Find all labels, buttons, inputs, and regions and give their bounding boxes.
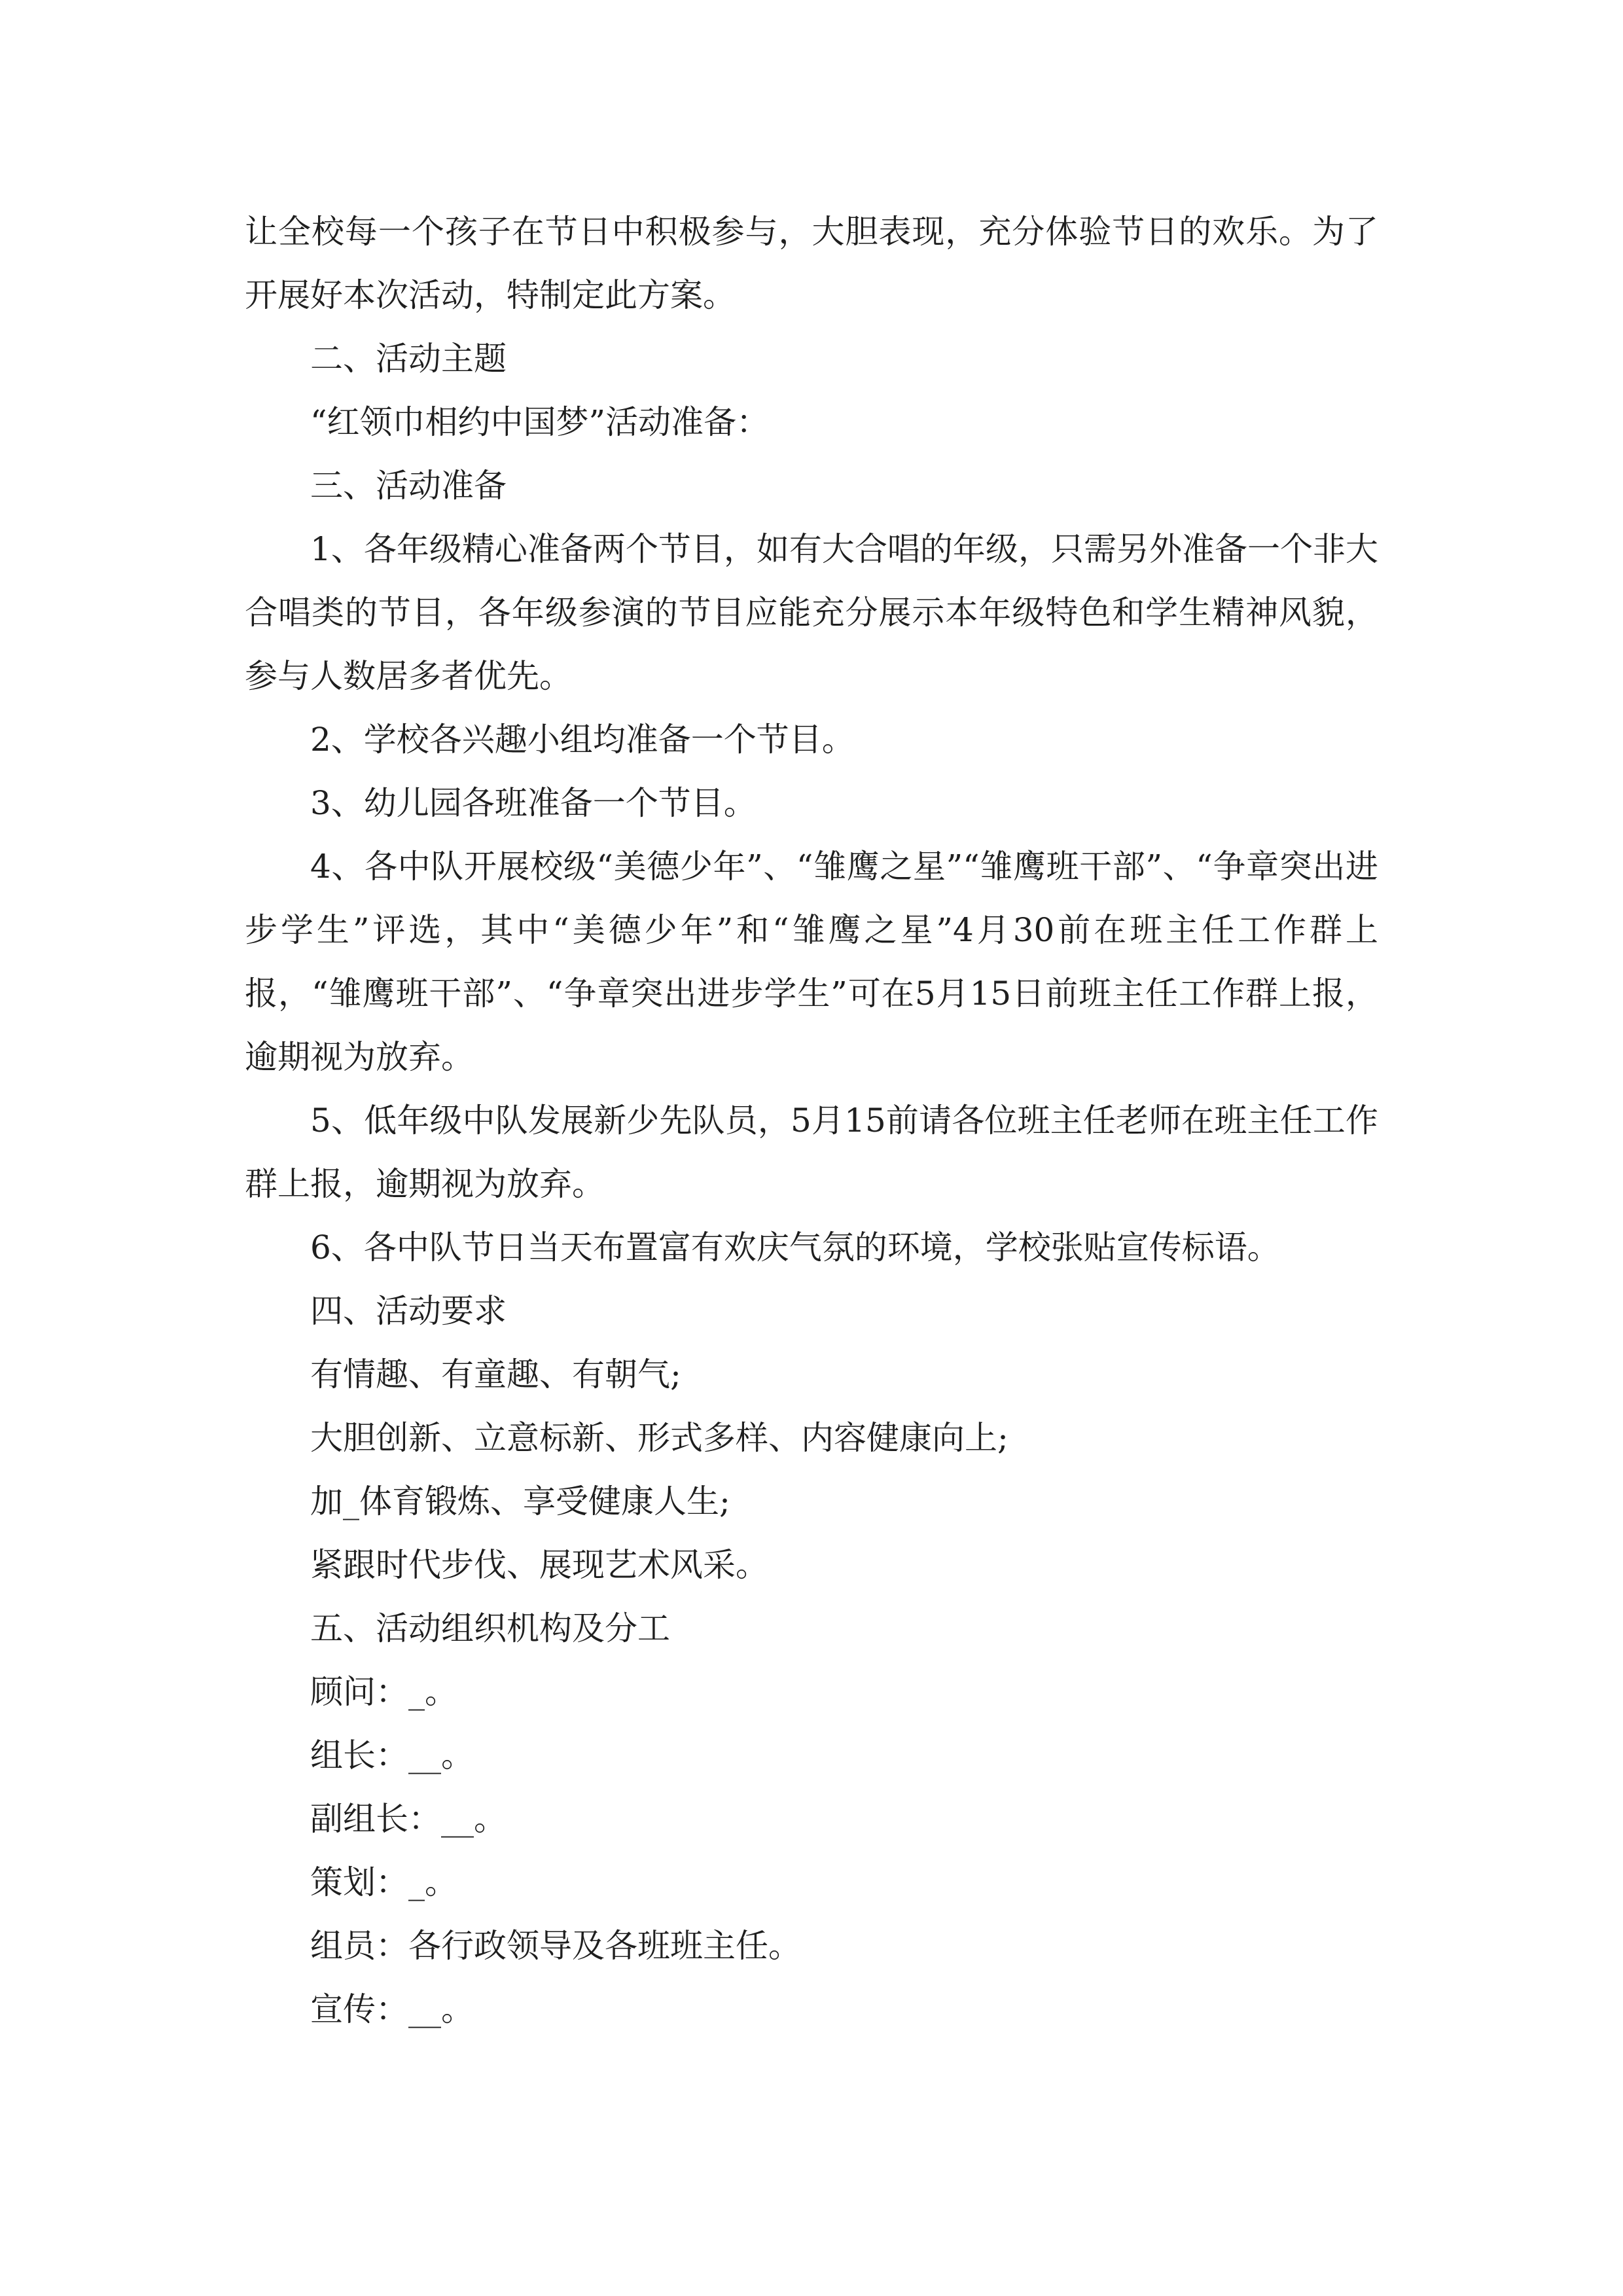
requirement-line-3: 加_体育锻炼、享受健康人生;: [310, 1482, 730, 1520]
requirement-line-4: 紧跟时代步伐、展现艺术风采。: [310, 1546, 768, 1584]
requirement-line-2: 大胆创新、立意标新、形式多样、内容健康向上;: [310, 1419, 1008, 1457]
role-deputy-leader: 副组长：__。: [310, 1800, 507, 1838]
role-leader: 组长：__。: [310, 1736, 474, 1774]
role-planner: 策划：_。: [310, 1863, 457, 1901]
heading-organization: 五、活动组织机构及分工: [310, 1609, 670, 1647]
list-item-prep-3: 3、幼儿园各班准备一个节目。: [310, 784, 757, 822]
role-advisor: 顾问：_。: [310, 1673, 457, 1711]
paragraph-intro: 让全校每一个孩子在节日中积极参与，大胆表现，充分体验节日的欢乐。为了开展好本次活动，特制定此方案。: [245, 213, 1378, 314]
heading-requirements: 四、活动要求: [310, 1292, 507, 1330]
role-members: 组员：各行政领导及各班班主任。: [310, 1927, 801, 1965]
requirement-line-1: 有情趣、有童趣、有朝气;: [310, 1355, 681, 1393]
heading-theme: 二、活动主题: [310, 340, 507, 378]
list-item-prep-5: 5、低年级中队发展新少先队员，5月15前请各位班主任老师在班主任工作群上报，逾期视为放弃。: [245, 1102, 1378, 1203]
list-item-prep-6: 6、各中队节日当天布置富有欢庆气氛的环境，学校张贴宣传标语。: [310, 1229, 1280, 1266]
list-item-prep-1: 1、各年级精心准备两个节目，如有大合唱的年级，只需另外准备一个非大合唱类的节目，各年级参演的节目应能充分展示本年级特色和学生精神风貌，参与人数居多者优先。: [245, 530, 1378, 695]
list-item-prep-2: 2、学校各兴趣小组均准备一个节目。: [310, 721, 855, 759]
role-publicity: 宣传：__。: [310, 1990, 474, 2028]
list-item-prep-4: 4、各中队开展校级“美德少年”、“雏鹰之星”“雏鹰班干部”、“争章突出进步学生”评选，其中“美德少年”和“雏鹰之星”4月30前在班主任工作群上报，“雏鹰班干部”、“争章突出进步学生”可在5月15日前班主任工作群上报，逾期视为放弃。: [245, 848, 1378, 1076]
paragraph-theme: “红领巾相约中国梦”活动准备：: [310, 403, 770, 441]
heading-preparation: 三、活动准备: [310, 467, 507, 505]
document-body: [245, 200, 1378, 2041]
